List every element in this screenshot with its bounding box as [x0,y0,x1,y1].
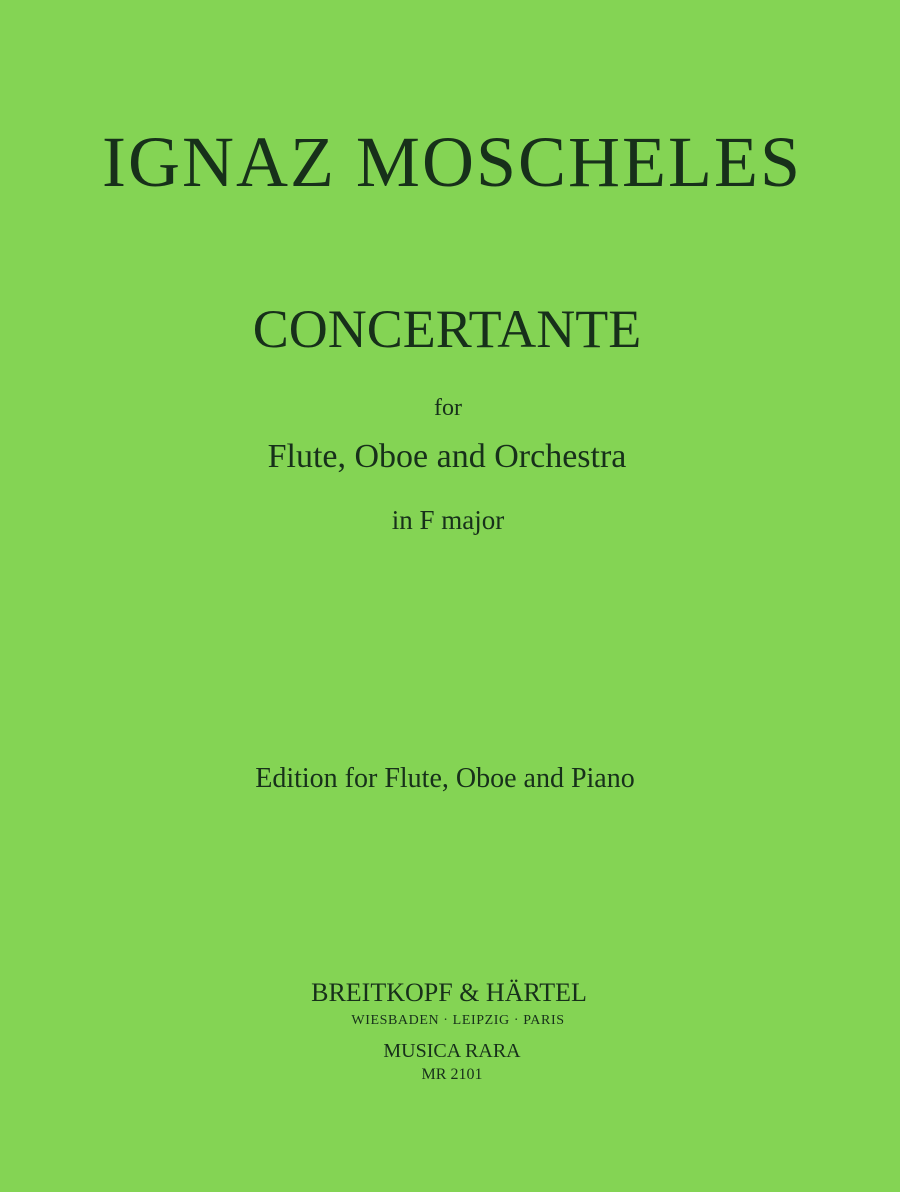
catalog-number: MR 2101 [421,1066,483,1083]
for-text: for [434,395,462,421]
instrumentation: Flute, Oboe and Orchestra [267,438,627,475]
publisher-cities: WIESBADEN · LEIPZIG · PARIS [351,1013,565,1028]
edition-note: Edition for Flute, Oboe and Piano [255,763,635,794]
work-title: CONCERTANTE [252,299,642,359]
composer-name: IGNAZ MOSCHELES [101,122,802,202]
imprint-name: MUSICA RARA [383,1040,521,1062]
publisher-name: BREITKOPF & HÄRTEL [311,978,587,1007]
key-signature: in F major [391,505,505,535]
